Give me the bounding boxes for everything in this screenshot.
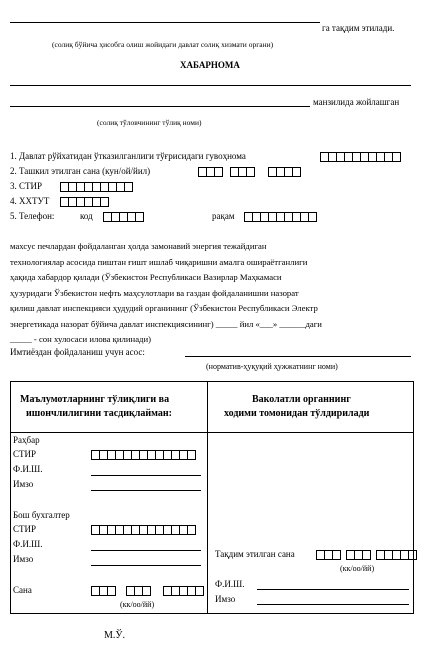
benefit-basis-label: Имтиёздан фойдаланиш учун асос: [10,347,145,357]
date-month-boxes[interactable] [126,586,151,595]
stir-boxes[interactable] [60,182,133,191]
field-phone: 5. Телефон: [10,211,55,221]
accountant-stir-boxes[interactable] [91,525,196,534]
paragraph-line: махсус печлардан фойдаланган ҳолда замонавий энергия тежайдиган [10,241,267,251]
field-registration-certificate: 1. Давлат рўйхатидан ўтказилганлиги тўғрисидаги гувоҳнома [10,151,246,161]
date-year-boxes[interactable] [163,586,204,595]
establishment-month-boxes[interactable] [230,167,255,176]
right-header-line-2: ходими томонидан тўлдирилади [224,408,370,419]
paragraph-line: ҳузуридаги Ўзбекистон нефть маҳсулотлари ва газдан фойдаланишни назорат [10,287,299,298]
table-header-divider [10,432,413,433]
notification-paragraph [10,239,322,348]
right-fio-label: Ф.И.Ш. [215,579,245,589]
head-stir-label: СТИР [13,449,37,459]
benefit-basis-note: (норматив-ҳуқуқий ҳужжатнинг номи) [206,362,338,371]
submitted-date-format-note: (кк/оо/йй) [340,564,375,573]
taxpayer-name-note: (солиқ тўловчининг тўлиқ номи) [97,118,202,127]
right-fio-line[interactable] [257,589,409,590]
head-signature-line[interactable] [91,490,201,491]
tax-authority-note: (солиқ бўйича ҳисобга олиш жойидаги давлат солиқ хизмати органи) [52,40,274,49]
tax-authority-line[interactable] [10,22,320,23]
accountant-fio-line[interactable] [91,550,201,551]
date-day-boxes[interactable] [91,586,116,595]
paragraph-line: технологиялар асосида пиштан ғишт ишлаб чиқаришни амалга ошираётганлиги [10,256,308,267]
field-stir: 3. СТИР [10,181,43,191]
submitted-to-suffix: га тақдим этилади. [322,23,395,33]
phone-number-label: рақам [212,211,235,221]
left-header-line-2: ишончлилигини тасдиқлайман: [26,408,172,419]
accountant-stir-label: СТИР [13,524,37,534]
date-label: Сана [13,585,32,595]
phone-number-boxes[interactable] [244,212,317,221]
head-fio-line[interactable] [91,475,201,476]
head-label: Раҳбар [13,435,40,445]
right-header-line-1: Ваколатли органнинг [252,394,351,405]
field-establishment-date: 2. Ташкил этилган сана (кун/ой/йил) [10,166,151,176]
table-column-divider [207,381,208,613]
accountant-signature-label: Имзо [13,554,34,564]
benefit-basis-line[interactable] [185,356,411,357]
phone-code-label: код [80,211,93,221]
okpo-boxes[interactable] [60,197,109,206]
chief-accountant-label: Бош бухгалтер [13,510,70,520]
date-format-note: (кк/оо/йй) [120,600,155,609]
paragraph-line: қилиш давлат инспекцияси ҳудудий органининг (Ўзбекистон Республикаси Электр [10,303,318,313]
accountant-fio-label: Ф.И.Ш. [13,539,43,549]
head-fio-label: Ф.И.Ш. [13,464,43,474]
stamp-place-label: М.Ў. [104,630,125,641]
page-title: ХАБАРНОМА [180,60,240,70]
head-signature-label: Имзо [13,479,34,489]
paragraph-line: ҳақида хабардор қилади (Ўзбекистон Республикаси Вазирлар Маҳкамаси [10,272,282,282]
paragraph-line: _____ - сон хулосаси илова қилинади) [10,334,152,344]
head-stir-boxes[interactable] [91,450,196,459]
location-suffix: манзилида жойлашган [313,97,400,107]
submitted-month-boxes[interactable] [346,550,371,559]
taxpayer-line-1[interactable] [10,85,411,86]
accountant-signature-line[interactable] [91,565,201,566]
submitted-day-boxes[interactable] [316,550,341,559]
submitted-date-label: Тақдим этилган сана [215,549,295,559]
submitted-year-boxes[interactable] [376,550,417,559]
paragraph-line: энергетикада назорат бўйича давлат инспекциясининг) _____ йил «___» ______даги [10,318,322,329]
right-signature-label: Имзо [215,594,236,604]
field-okpo: 4. ХХТУТ [10,196,50,206]
right-signature-line[interactable] [257,604,409,605]
left-header-line-1: Маълумотларнинг тўлиқлиги ва [20,394,170,405]
establishment-day-boxes[interactable] [198,167,223,176]
phone-code-boxes[interactable] [103,212,144,221]
taxpayer-line-2[interactable] [10,106,310,107]
certificate-boxes[interactable] [320,152,401,161]
establishment-year-boxes[interactable] [268,167,301,176]
